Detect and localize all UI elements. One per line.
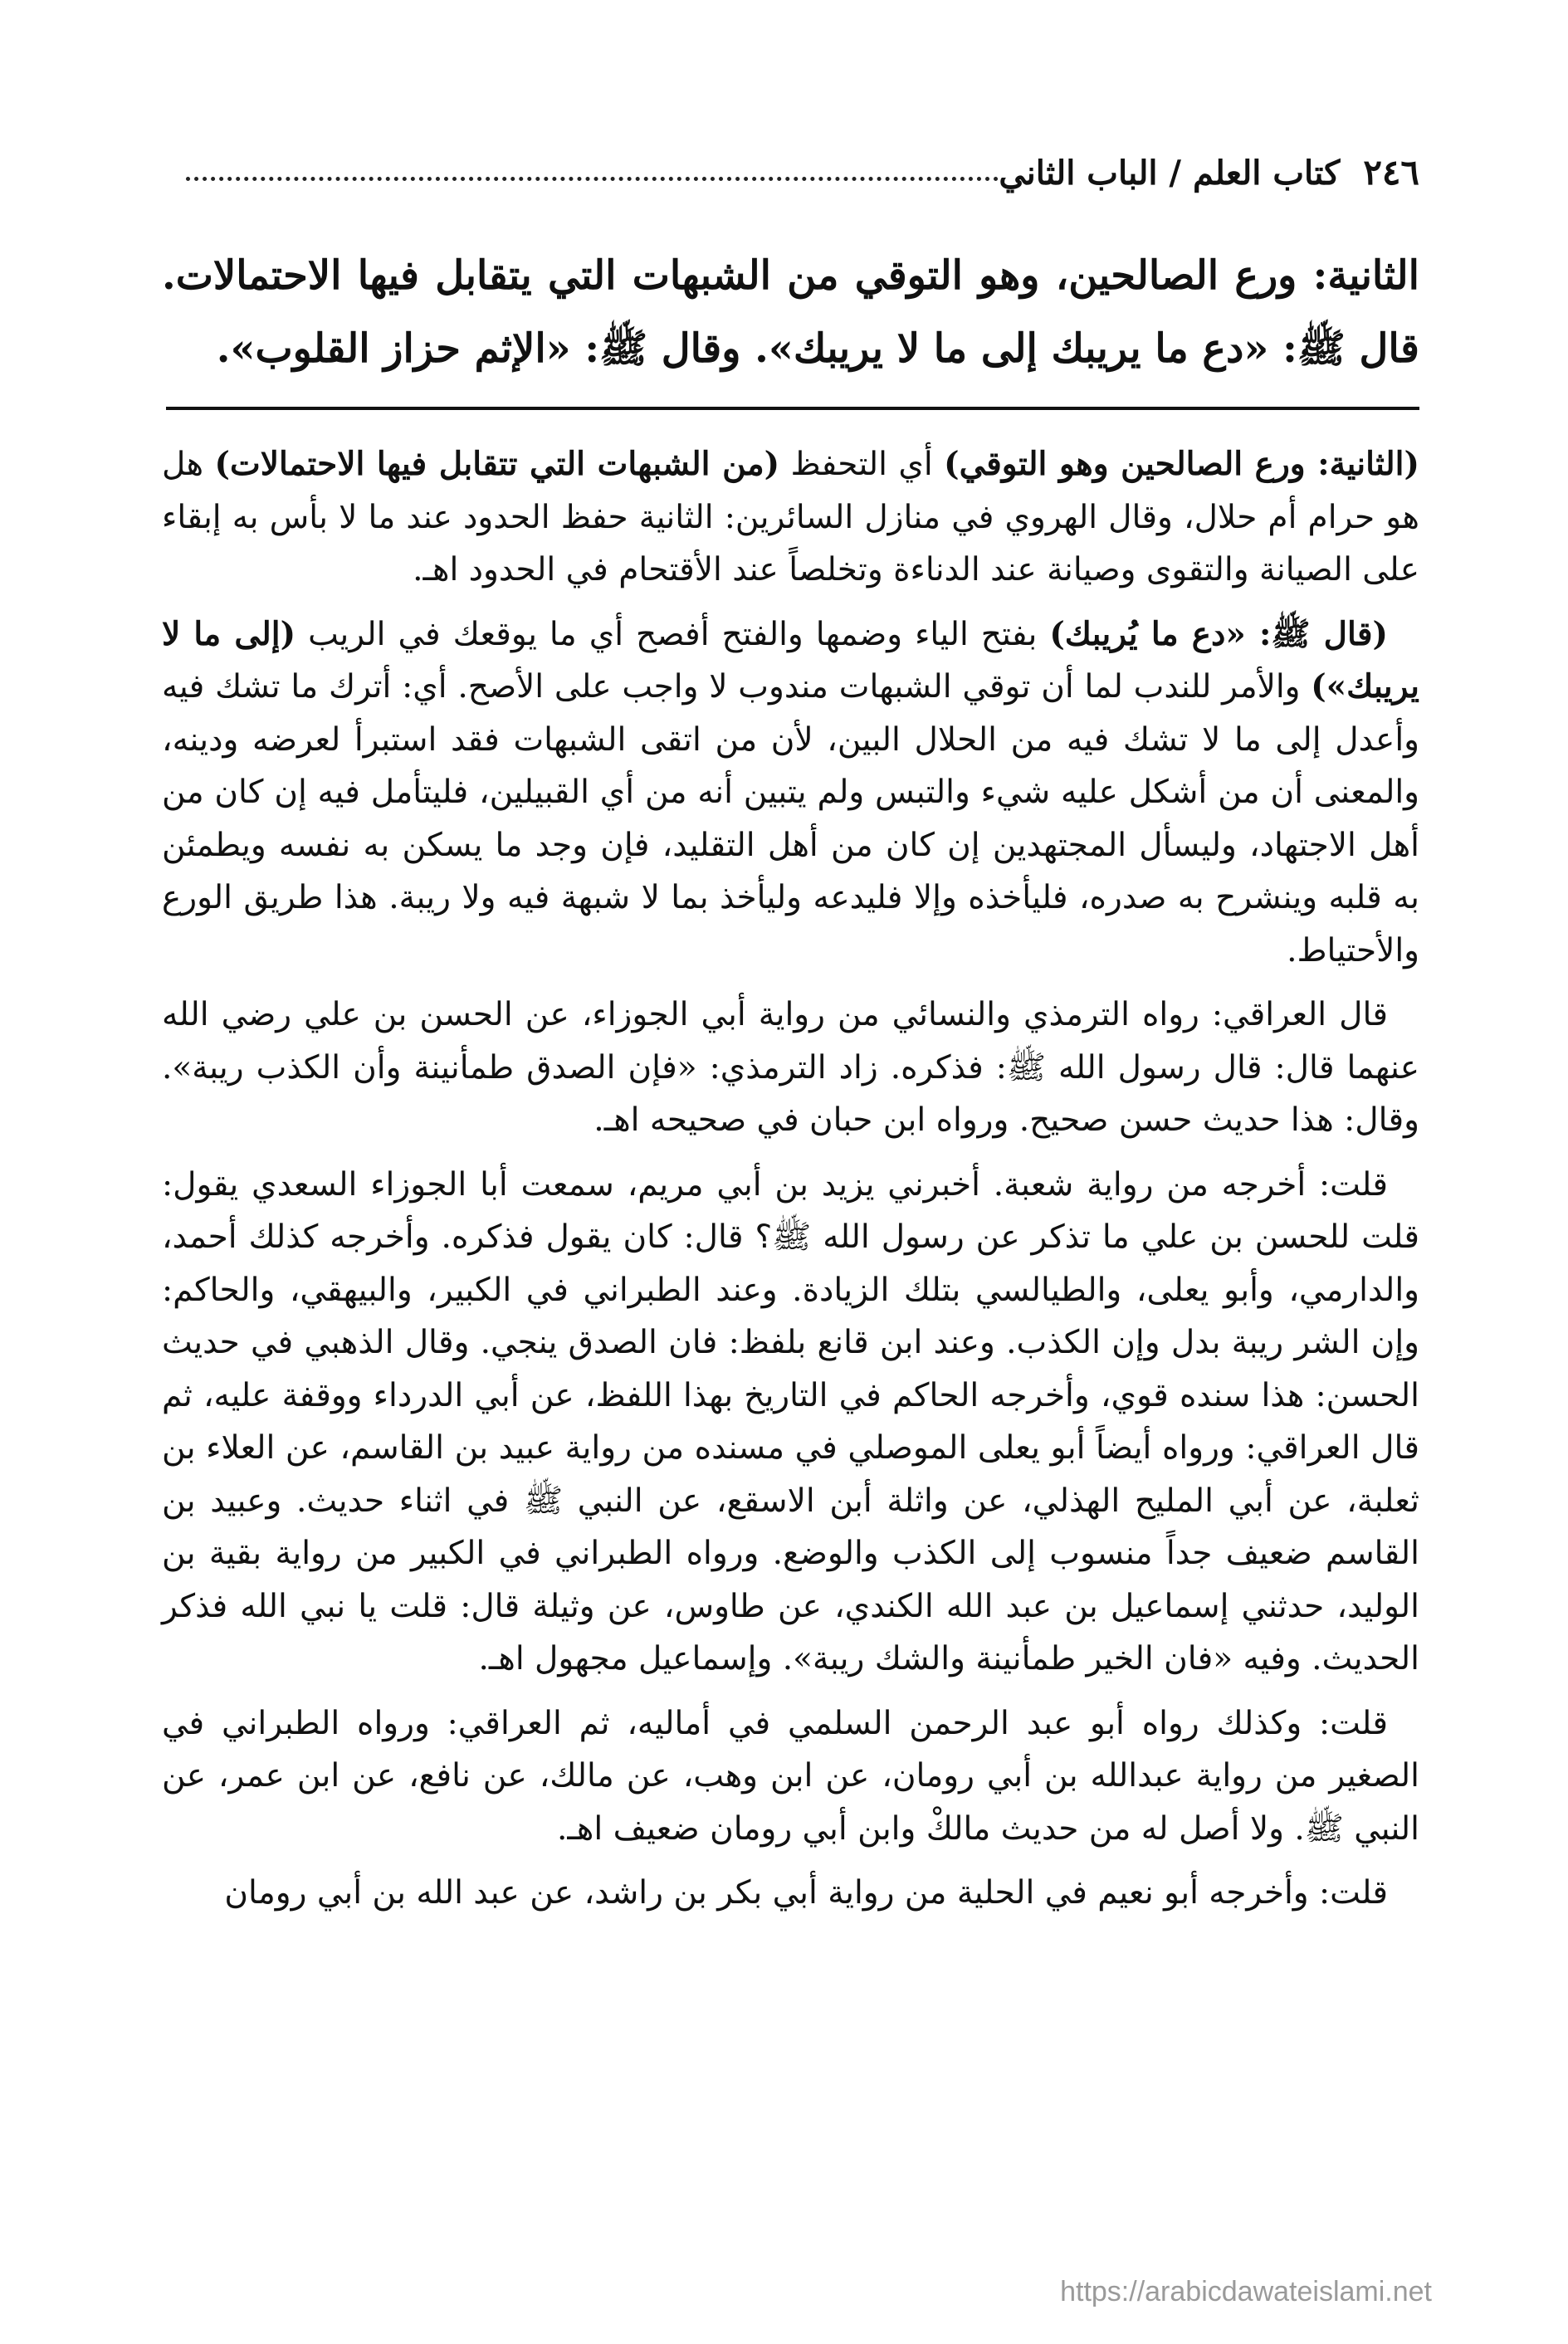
main-text-lead: الثانية: <box>1312 252 1419 299</box>
main-text-body: ورع الصالحين، وهو التوقي من الشبهات التي يتقابل فيها الاحتمالات. قال ﷺ: «دع ما يريبك إلى ما لا يريبك». وقال ﷺ: «الإثم حزاز القلوب». <box>162 252 1419 372</box>
commentary-text: أي التحفظ <box>790 446 933 483</box>
chapter-title: كتاب العلم / الباب الثاني <box>999 154 1341 193</box>
commentary-paragraph-6: قلت: وأخرجه أبو نعيم في الحلية من رواية أبي بكر بن راشد، عن عبد الله بن أبي رومان <box>224 1874 1388 1912</box>
commentary-paragraph-5: قلت: وكذلك رواه أبو عبد الرحمن السلمي في أماليه، ثم العراقي: ورواه الطبراني في الصغير من رواية عبدالله بن أبي رومان، عن ابن وهب، عن مالك، عن نافع، عن ابن عمر، عن النبي ﷺ. ولا أصل له من حديث مالكْ وابن أبي رومان ضعيف اهـ. <box>162 1704 1419 1848</box>
separator-rule <box>166 407 1419 410</box>
header-leader-dots <box>186 177 999 181</box>
running-header <box>166 143 1419 193</box>
commentary-paragraph-2 <box>162 608 1419 978</box>
page-number: ٢٤٦ <box>1363 152 1419 193</box>
commentary-paragraph-3: قال العراقي: رواه الترمذي والنسائي من رواية أبي الجوزاء، عن الحسن بن علي رضي الله عنهما قال: قال رسول الله ﷺ: فذكره. زاد الترمذي: «فإن الصدق طمأنينة وأن الكذب ريبة». وقال: هذا حديث حسن صحيح. ورواه ابن حبان في صحيحه اهـ. <box>162 996 1419 1139</box>
watermark-url: https://arabicdawateislami.net <box>1060 2276 1432 2307</box>
commentary-text: هل هو حرام أم حلال، وقال الهروي في منازل السائرين: الثانية حفظ الحدود عند ما لا بأس به إبقاء على الصيانة والتقوى وصيانة عند الدناءة وتخلصاً عند الأقتحام في الحدود اهـ. <box>162 446 1419 588</box>
quoted-text: (الثانية: ورع الصالحين وهو التوقي) <box>944 445 1419 483</box>
commentary-paragraph-1 <box>162 438 1419 597</box>
quoted-text: (من الشبهات التي تتقابل فيها الاحتمالات) <box>214 445 780 483</box>
main-text <box>162 239 1419 385</box>
commentary-paragraph-4: قلت: أخرجه من رواية شعبة. أخبرني يزيد بن أبي مريم، سمعت أبا الجوزاء السعدي يقول: قلت للحسن بن علي ما تذكر عن رسول الله ﷺ؟ قال: كان يقول فذكره. وأخرجه كذلك أحمد، والدارمي، وأبو يعلى، والطيالسي بتلك الزيادة. وعند الطبراني في الكبير، والبيهقي، والحاكم: وإن الشر ريبة بدل وإن الكذب. وعند ابن قانع بلفظ: فان الصدق ينجي. وقال الذهبي في حديث الحسن: هذا سنده قوي، وأخرجه الحاكم في التاريخ بهذا اللفظ، عن أبي الدرداء ووقفة عليه، ثم قال العراقي: ورواه أيضاً أبو يعلى الموصلي في مسنده من رواية عبيد بن القاسم، عن العلاء بن ثعلبة، عن أبي المليح الهذلي، عن واثلة أبن الاسقع، عن النبي ﷺ في اثناء حديث. وعبيد بن القاسم ضعيف جداً منسوب إلى الكذب والوضع. ورواه الطبراني في الكبير من رواية بقية بن الوليد، حدثني إسماعيل بن عبد الله الكندي، عن طاوس، عن وثيلة قال: قلت يا نبي الله فذكر الحديث. وفيه «فان الخير طمأنينة والشك ريبة». وإسماعيل مجهول اهـ. <box>162 1165 1419 1677</box>
commentary-text: والأمر للندب لما أن توقي الشبهات مندوب لا واجب على الأصح. أي: أترك ما تشك فيه وأعدل إلى ما لا تشك فيه من الحلال البين، لأن من اتقى الشبهات فقد استبرأ لعرضه ودينه، والمعنى أن من أشكل عليه شيء والتبس ولم يتبين أنه من أي القبيلين، فليتأمل فيه إن كان من أهل الاجتهاد، وليسأل المجتهدين إن كان من أهل التقليد، فإن وجد ما يسكن به نفسه ويطمئن به قلبه وينشرح به صدره، فليأخذه وإلا فليدعه وليأخذ بما لا شبهة فيه ولا ريبة. هذا طريق الورع والأحتياط. <box>162 668 1419 969</box>
commentary-text: بفتح الياء وضمها والفتح أفصح أي ما يوقعك في الريب <box>308 615 1038 653</box>
quoted-text: (إلى ما لا يريبك») <box>162 614 1419 706</box>
commentary <box>162 438 1419 1931</box>
quoted-text: (قال ﷺ: «دع ما يُريبك) <box>1049 614 1388 653</box>
